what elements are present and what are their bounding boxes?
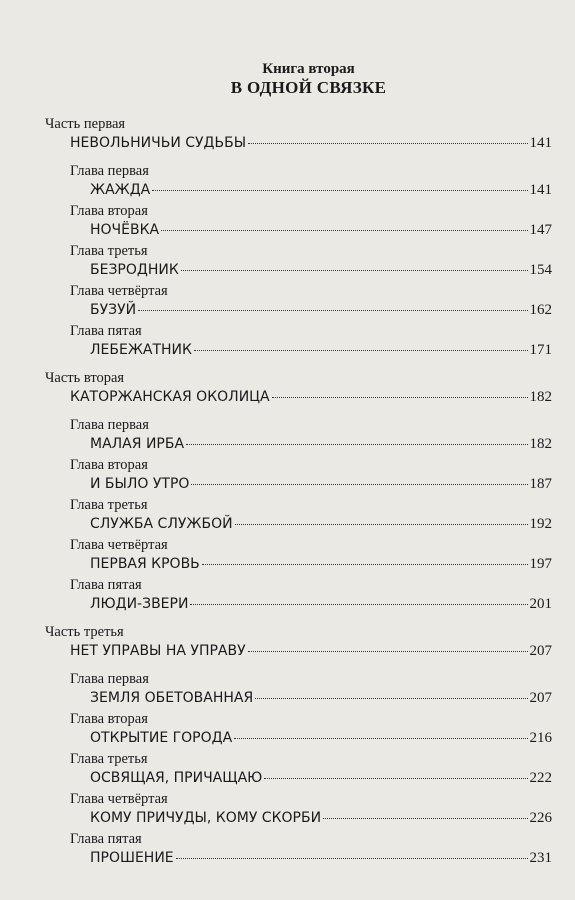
chapter-title: БУЗУЙ	[90, 302, 137, 318]
chapter	[45, 323, 552, 360]
chapter-label: Глава четвёртая	[70, 537, 168, 553]
page-number: 222	[529, 770, 552, 786]
chapter	[45, 163, 552, 200]
page-number: 171	[529, 342, 552, 358]
chapter	[45, 283, 552, 320]
chapter-label: Глава третья	[70, 751, 148, 767]
chapter-entry[interactable]	[45, 340, 552, 360]
leader-dots	[186, 444, 527, 445]
page-number: 162	[529, 302, 552, 318]
leader-dots	[323, 818, 527, 819]
chapter	[45, 457, 552, 494]
page-number: 197	[529, 556, 552, 572]
part-title: НЕТ УПРАВЫ НА УПРАВУ	[70, 643, 246, 659]
chapter-entry[interactable]	[45, 220, 552, 240]
part-label: Часть третья	[45, 624, 124, 640]
leader-dots	[152, 190, 527, 191]
page-number: 192	[529, 516, 552, 532]
chapter-title: ЖАЖДА	[90, 182, 151, 198]
chapter-entry[interactable]	[45, 180, 552, 200]
chapter-entry[interactable]	[45, 474, 552, 494]
page-number: 201	[529, 596, 552, 612]
book-subtitle: В ОДНОЙ СВЯЗКЕ	[230, 78, 387, 97]
leader-dots	[255, 698, 527, 699]
page-number: 141	[529, 182, 552, 198]
page-number: 182	[529, 389, 552, 405]
chapter	[45, 577, 552, 614]
leader-dots	[191, 484, 527, 485]
chapter	[45, 417, 552, 454]
chapter-label: Глава вторая	[70, 711, 148, 727]
chapter-label: Глава третья	[70, 497, 148, 513]
page-number: 147	[529, 222, 552, 238]
chapter-label: Глава третья	[70, 243, 148, 259]
chapter	[45, 203, 552, 240]
page-number: 207	[529, 643, 552, 659]
chapter-label: Глава четвёртая	[70, 283, 168, 299]
chapter-entry[interactable]	[45, 554, 552, 574]
chapter-label: Глава первая	[70, 417, 149, 433]
part-title: КАТОРЖАНСКАЯ ОКОЛИЦА	[70, 389, 270, 405]
leader-dots	[264, 778, 527, 779]
chapter-title: КОМУ ПРИЧУДЫ, КОМУ СКОРБИ	[90, 810, 322, 826]
chapter-label: Глава вторая	[70, 203, 148, 219]
leader-dots	[248, 651, 528, 652]
page-number: 207	[529, 690, 552, 706]
chapter-title: СЛУЖБА СЛУЖБОЙ	[90, 516, 233, 532]
part-title: НЕВОЛЬНИЧЬИ СУДЬБЫ	[70, 135, 247, 151]
part-3	[45, 624, 552, 868]
part-1	[45, 116, 552, 360]
chapter	[45, 243, 552, 280]
part-2	[45, 370, 552, 614]
leader-dots	[194, 350, 528, 351]
leader-dots	[176, 858, 528, 859]
chapter	[45, 751, 552, 788]
chapter-title: НОЧЁВКА	[90, 222, 160, 238]
leader-dots	[190, 604, 527, 605]
chapter-title: ОСВЯЩАЯ, ПРИЧАЩАЮ	[90, 770, 263, 786]
chapter-entry[interactable]	[45, 768, 552, 788]
chapter-label: Глава пятая	[70, 323, 142, 339]
leader-dots	[202, 564, 528, 565]
chapter-entry[interactable]	[45, 300, 552, 320]
chapter-entry[interactable]	[45, 260, 552, 280]
chapter-entry[interactable]	[45, 808, 552, 828]
part-entry[interactable]	[45, 387, 552, 407]
page-number: 226	[529, 810, 552, 826]
chapter-title: ЛЮДИ-ЗВЕРИ	[90, 596, 189, 612]
page-number: 182	[529, 436, 552, 452]
page-number: 216	[529, 730, 552, 746]
chapter-label: Глава пятая	[70, 831, 142, 847]
chapter	[45, 711, 552, 748]
leader-dots	[248, 143, 527, 144]
part-label: Часть вторая	[45, 370, 125, 386]
part-entry[interactable]	[45, 133, 552, 153]
part-label: Часть первая	[45, 116, 126, 132]
chapter-label: Глава пятая	[70, 577, 142, 593]
leader-dots	[138, 310, 527, 311]
chapter-title: ЛЕБЕЖАТНИК	[90, 342, 192, 358]
chapter-title: ЗЕМЛЯ ОБЕТОВАННАЯ	[90, 690, 254, 706]
chapter-title: БЕЗРОДНИК	[90, 262, 179, 278]
chapter-label: Глава четвёртая	[70, 791, 168, 807]
chapter-entry[interactable]	[45, 434, 552, 454]
chapter-label: Глава первая	[70, 671, 149, 687]
chapter	[45, 791, 552, 828]
chapter-label: Глава первая	[70, 163, 149, 179]
page-number: 141	[529, 135, 552, 151]
leader-dots	[181, 270, 528, 271]
chapter-label: Глава вторая	[70, 457, 148, 473]
chapter	[45, 831, 552, 868]
page-number: 231	[529, 850, 552, 866]
leader-dots	[161, 230, 527, 231]
chapter-title: ПРОШЕНИЕ	[90, 850, 174, 866]
leader-dots	[234, 738, 527, 739]
part-entry[interactable]	[45, 641, 552, 661]
chapter-entry[interactable]	[45, 594, 552, 614]
chapter-entry[interactable]	[45, 688, 552, 708]
page-number: 154	[529, 262, 552, 278]
chapter-title: МАЛАЯ ИРБА	[90, 436, 185, 452]
chapter	[45, 671, 552, 708]
leader-dots	[235, 524, 528, 525]
book-title: Книга вторая	[262, 61, 355, 77]
page-number: 187	[529, 476, 552, 492]
chapter-title: ПЕРВАЯ КРОВЬ	[90, 556, 200, 572]
chapter-entry[interactable]	[45, 728, 552, 748]
chapter-title: И БЫЛО УТРО	[90, 476, 190, 492]
chapter	[45, 497, 552, 534]
chapter	[45, 537, 552, 574]
chapter-entry[interactable]	[45, 514, 552, 534]
leader-dots	[272, 397, 528, 398]
chapter-title: ОТКРЫТИЕ ГОРОДА	[90, 730, 233, 746]
chapter-entry[interactable]	[45, 848, 552, 868]
